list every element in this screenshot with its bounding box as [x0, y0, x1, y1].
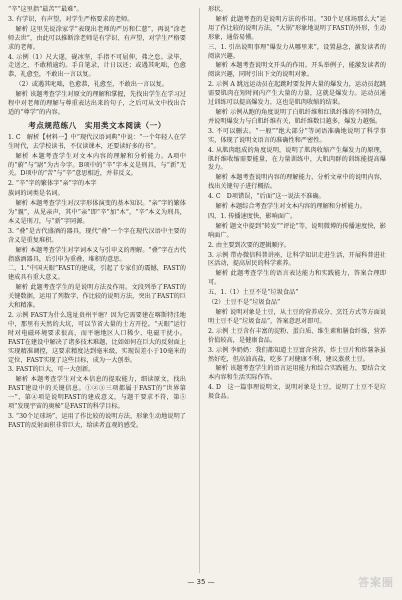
paragraph: 解析 本题综合考查学生对文本内容的理解和分析能力。	[215, 203, 366, 211]
paragraph: （2）土豆不是“垃圾食品”	[208, 299, 281, 307]
paragraph: 3. FAST的巨大，可一大创新。	[8, 366, 95, 374]
paragraph: 3. 不可以删去。“一般”“绝大部分”等词语准确地说明了科学事实，体现了说明文语言的准确性和严密性。	[208, 127, 386, 144]
paragraph: 形状。	[208, 6, 227, 13]
paragraph: 2. 示例 FAST为什么选址贵州平塘？因为它需要建在喀斯特洼地中，那里有天然的大坑，可以节省大量的土方开挖。“天眼”运行时对电磁环境要求很高，而平塘地区人口稀少、电磁干扰小。FAST在建设中解决了诸多技术难题，比如如何在巨大的反射面上实现精准调控，这要求精度达到毫米级，实现误差小于10毫米的定位，FAST实现了这些目标，成为一大创举。	[8, 312, 186, 364]
paragraph: 3. “30个足球场”，运用了作比较的说明方法，形象生动地说明了FAST的反射面积非常巨大，给读者直观的感受。	[8, 412, 186, 429]
paragraph: （2）或遇其叱咄，色愈恭，礼愈至，不敢出一言以复。	[15, 81, 168, 89]
paragraph: 解析 本题考查学生对汉字形体演变的基本知识。“亲”字的繁体为“親”，从见亲声，其中“亲”即“辛”加“木”，“辛”本义为刑具，本义是刑刀，与“新”字同源。	[8, 200, 186, 225]
paragraph: 解析 该题考查学生对原文的理解和掌握，先找出学生在学习过程中对老师的理解与尊重表达出来的句子，之后可从文中找出合适的“尊学”的内容。	[8, 91, 186, 116]
paragraph: 解析 本题考查说明文开头的作用。开头举例子，能激发读者的阅读兴趣，同时引出下文的说明对象。	[208, 62, 386, 79]
paragraph: 解析 题文中提到“转发”“评论”等，说明微博的传播速度快，影响面广。	[208, 222, 386, 239]
paragraph: 2. 示例 A 跳远运动员在起跳时要发挥大量的爆发力，运动员起跳需要肌肉在短时间内产生大量的力量，这就是爆发力。运动员通过训练可以提高爆发力，这也是肌肉收缩的结果。	[208, 81, 386, 107]
paragraph: 4. 从肌肉组成的角度说明，说明了肌肉收缩产生爆发力的原理，肌纤维收缩需要能量，在力量训练中，大肌肉群的训练能提高爆发力。	[208, 146, 386, 172]
paragraph: 解析 这里先说涂家学“表现出老师的严厉和仁慈”，再说“涂老师去世”，由此可以推断涂老师是有学识、有声望，对学生严格要求的老师。	[8, 25, 186, 51]
paragraph: 解析 本题考查学生对文本内容的理解和分析能力。A项中的“蔚”与“尉”为古今字。B项中的“辛”字本义是刑具，与“新”无关。D项中的“苦”与“辛”意思相近，并非反义。	[8, 152, 186, 178]
paragraph: 解析 该题考查学生的语言运用能力和综合实践能力，要结合文本内容和生活实际作答。	[208, 365, 386, 382]
paragraph: 2. “辛”字的繁体字“亲”字的本字	[8, 180, 97, 188]
paragraph: 3. 示例 李奶奶：我们都知道土豆富含营养，炸土豆片和炸薯条虽然好吃，但高油高盐，吃多了对健康不利，建议蒸煮土豆。	[208, 346, 386, 363]
paragraph: 解析 说明对象是土豆，从土豆的营养成分、烹饪方式等方面说明土豆不是“垃圾食品”，答案意思对即可。	[208, 309, 386, 325]
paragraph: 三、1. 引出说明事理“爆发力从哪里来”，设置悬念，激发读者的阅读兴趣。	[208, 43, 386, 60]
paragraph: 解析 本题考查说明内容的理解能力，分析文章中的说明内容，找出关键句子进行概括。	[208, 174, 386, 191]
right-column	[208, 6, 386, 403]
paragraph: 四、1. 传播速度快，影响面广。	[208, 212, 297, 220]
paragraph: 1. C 解析【材料一】中“现代汉语词典”中说：“一个年轻人在学生时代，去学校读书，不仅读课本，还要读好多的书”。	[8, 133, 186, 150]
section-heading: 考点规范练八 实用类文本阅读（一）	[28, 120, 166, 130]
paragraph: 4. C D项错误，“后面”这一说法不准确。	[208, 193, 325, 201]
paragraph: 3. 有学识，有声望，对学生严格要求的老师。	[8, 15, 134, 23]
column-divider	[199, 8, 200, 573]
paragraph: “辛”这里指“最苦”“最难”。	[8, 6, 83, 13]
page-number: — 35 —	[187, 578, 215, 586]
paragraph: 3. “叠”是古代盛酒的器具，现代“叠”一个字在现代汉语中主要的含义是重复堆积。	[8, 227, 186, 244]
watermark-logo: 答案圈	[358, 576, 394, 589]
paragraph: 解析 本题考查学生对文本信息的提取能力，细读原文，找出FAST建设中的关键信息。①②③三项都属于FAST的“世界第一”，第④项是说明FAST的建成意义，与题干要求不符，第⑤项“发现宇宙的奥秘”是FAST的科学目标。	[8, 376, 186, 411]
paragraph: 解析 此题考查学生的是说明方法及作用。文段列举了FAST的关键数据，运用了列数字、作比较的说明方法，突出了FAST的巨大和精准。	[8, 284, 186, 310]
paragraph: 二、1.“中国天眼”FAST的建成，引起了专家们的震撼，FAST的建成具有重大意义。	[8, 265, 186, 282]
paragraph: 解析 此题考查的是说明方法的作用。“30个足球场那么大”运用了作比较的说明方法，“大锅”形象地说明了FAST的外形，生动形象，通俗易懂。	[208, 15, 386, 41]
paragraph: 解析 示例从跑的角度说明了白肌纤维和红肌纤维的不同特点，并说明爆发力与白肌纤维有关，肌纤维数目越多，爆发力越强。	[208, 108, 386, 125]
paragraph: 五、1.（1）土豆不是“垃圾食品”	[208, 289, 299, 297]
paragraph: 2. 由主要到次要的逻辑顺序。	[208, 241, 291, 249]
paragraph: 4. 示例（1）尺大遂，砚冰坚，手指不可屈伸，弗之怠。录毕，走送之，不敢稍逾约。手自笔录，计日以还；或遇其叱咄，色愈恭，礼愈至，不敢出一言以复。	[8, 53, 186, 79]
paragraph: 族词的词类是名词。	[8, 190, 64, 198]
paragraph: 3. 示例 带办微信科普讲座，让科学知识走进生活，开展科普进社区活动，提高居民的科学素养。	[208, 251, 386, 268]
paragraph: 4. D 这一篇事理说明文，说明对象是土豆，说明了土豆不是垃圾食品。	[208, 384, 386, 401]
paragraph: 解析 本题考查学生对字词本义与引申义的理解。“叠”字在古代指盛酒器具，后引申为重叠、堆积的意思。	[8, 246, 186, 263]
left-column	[8, 6, 186, 432]
paragraph: 2. 示例 土豆含有丰富的淀粉、蛋白质、维生素和膳食纤维，营养价值较高，是健康食品。	[208, 327, 386, 344]
paragraph: 解析 此题考查学生的语言表达能力和实践能力，答案合理即可。	[208, 270, 386, 287]
